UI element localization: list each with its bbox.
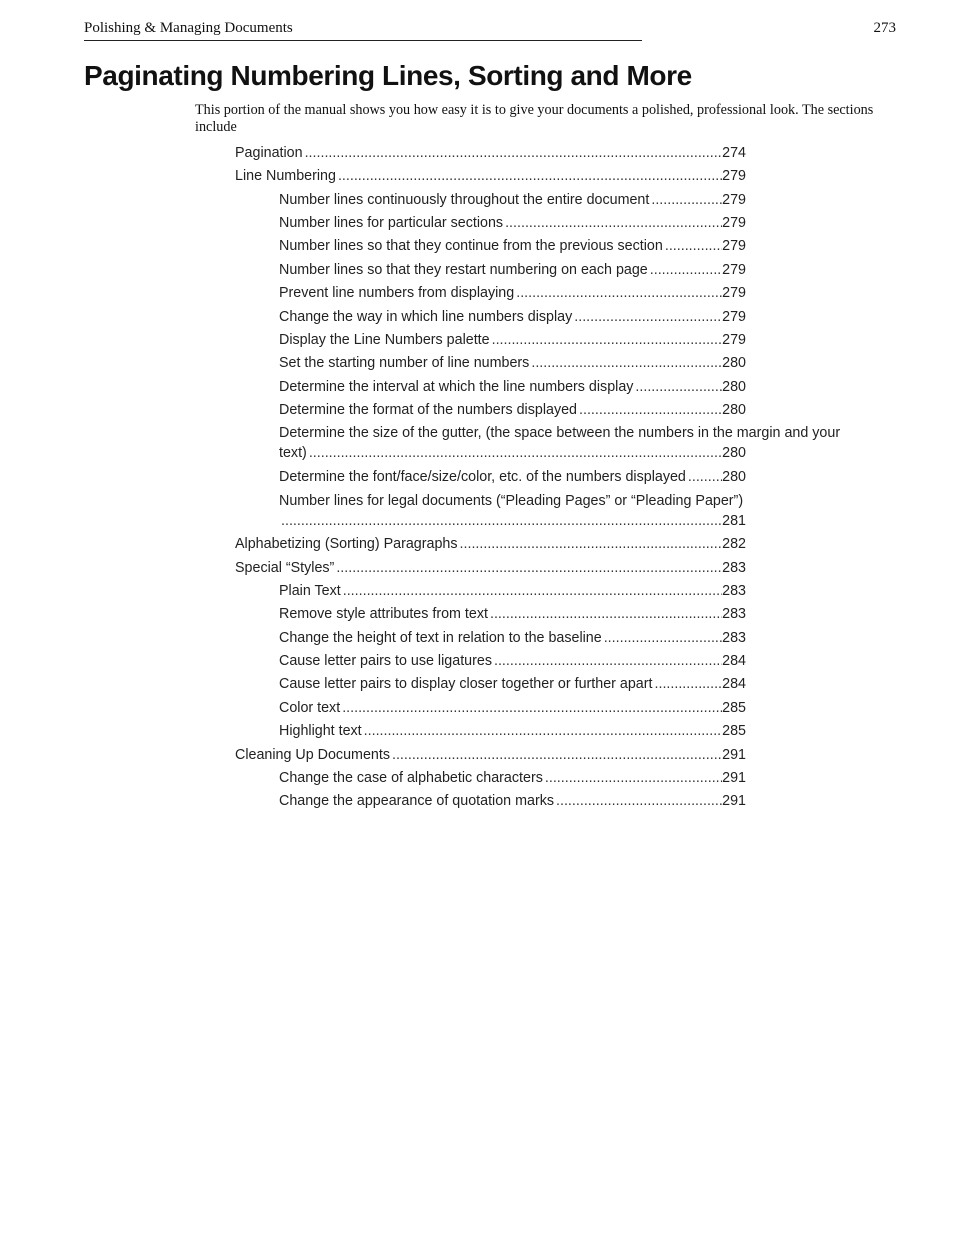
toc-dot-leader — [490, 330, 723, 350]
toc-entry-text: Cause letter pairs to use ligatures — [279, 653, 492, 669]
toc-entry-alphabetizing[interactable] — [235, 534, 746, 554]
toc-entry-text: Cause letter pairs to display closer together or further apart — [279, 676, 653, 692]
toc-entry-page: 280 — [722, 402, 746, 418]
toc-entry-page: 283 — [722, 583, 746, 599]
toc-dot-leader — [514, 283, 722, 303]
toc-dot-leader — [390, 745, 722, 765]
toc-entry-remove-style-attributes[interactable] — [279, 604, 746, 624]
toc-entry-special-styles[interactable] — [235, 558, 746, 578]
toc-dot-leader — [307, 443, 722, 463]
toc-dot-leader — [279, 511, 722, 531]
toc-entry-ligatures[interactable] — [279, 651, 746, 671]
toc-entry-page: 280 — [722, 379, 746, 395]
page-title: Paginating Numbering Lines, Sorting and More — [84, 60, 692, 91]
toc-entry-text-height-baseline[interactable] — [279, 628, 746, 648]
toc-dot-leader — [633, 377, 722, 397]
toc-entry-page: 274 — [722, 145, 746, 161]
toc-entry-text: Alphabetizing (Sorting) Paragraphs — [235, 536, 458, 552]
toc-entry-text: Change the appearance of quotation marks — [279, 793, 555, 809]
toc-entry-text: Determine the font/face/size/color, etc. of the numbers displayed — [279, 469, 686, 485]
toc-dot-leader — [341, 581, 722, 601]
toc-dot-leader — [334, 558, 722, 578]
toc-entry-page: 279 — [722, 192, 746, 208]
toc-entry-text: Number lines so that they continue from the previous section — [279, 238, 663, 254]
toc-entry-page: 285 — [722, 700, 746, 716]
toc-entry-number-lines-continue[interactable] — [279, 236, 746, 256]
toc-entry-page: 281 — [722, 513, 746, 529]
toc-entry-font-face-size-color[interactable] — [279, 467, 746, 487]
toc-entry-text: Color text — [279, 700, 341, 716]
toc-entry-continuation — [279, 511, 746, 531]
toc-dot-leader — [458, 534, 723, 554]
toc-dot-leader — [572, 307, 722, 327]
toc-entry-page: 282 — [722, 536, 746, 552]
toc-entry-line-numbers-palette[interactable] — [279, 330, 746, 350]
toc-dot-leader — [488, 604, 722, 624]
toc-dot-leader — [303, 143, 723, 163]
toc-dot-leader — [529, 353, 722, 373]
toc-dot-leader — [577, 400, 722, 420]
toc-entry-text: Remove style attributes from text — [279, 606, 488, 622]
toc-entry-page: 283 — [722, 560, 746, 576]
toc-entry-page: 279 — [722, 285, 746, 301]
toc-entry-page: 291 — [722, 770, 746, 786]
toc-entry-page: 284 — [722, 676, 746, 692]
toc-entry-page: 279 — [722, 262, 746, 278]
toc-entry-page: 284 — [722, 653, 746, 669]
toc-entry-page: 291 — [722, 793, 746, 809]
toc-entry-text: Line Numbering — [235, 168, 336, 184]
toc-entry-text: Set the starting number of line numbers — [279, 355, 530, 371]
running-header-page-number: 273 — [873, 20, 896, 36]
toc-entry-text: Number lines so that they restart numbering on each page — [279, 262, 648, 278]
intro-paragraph: This portion of the manual shows you how easy it is to give your documents a polished, professional look. The sections include — [195, 102, 874, 135]
toc-dot-leader — [336, 166, 722, 186]
toc-entry-interval[interactable] — [279, 377, 746, 397]
toc-entry-cleaning-up-documents[interactable] — [235, 745, 746, 765]
toc-dot-leader — [543, 768, 722, 788]
toc-entry-text: Number lines for particular sections — [279, 215, 504, 231]
toc-dot-leader — [686, 467, 722, 487]
header-rule — [84, 40, 642, 41]
toc-entry-page: 285 — [722, 723, 746, 739]
toc-entry-text: Determine the size of the gutter, (the space between the numbers in the margin and your — [279, 425, 841, 441]
toc-entry-text: Special “Styles” — [235, 560, 335, 576]
toc-entry-text: Determine the interval at which the line numbers display — [279, 379, 634, 395]
toc-entry-text: Determine the format of the numbers displayed — [279, 402, 578, 418]
toc-entry-plain-text[interactable] — [279, 581, 746, 601]
toc-entry-quotation-marks[interactable] — [279, 791, 746, 811]
toc-dot-leader — [554, 791, 722, 811]
toc-entry-prevent-line-numbers[interactable] — [279, 283, 746, 303]
toc-entry-page: 279 — [722, 332, 746, 348]
toc-dot-leader — [362, 721, 722, 741]
toc-entry-text: Change the case of alphabetic characters — [279, 770, 543, 786]
toc-entry-number-format[interactable] — [279, 400, 746, 420]
toc-entry-legal-documents[interactable] — [279, 491, 746, 531]
toc-entry-color-text[interactable] — [279, 698, 746, 718]
toc-entry-page: 280 — [722, 355, 746, 371]
toc-entry-page: 283 — [722, 630, 746, 646]
toc-entry-change-line-numbers-display[interactable] — [279, 307, 746, 327]
toc-entry-text-continued: text) — [279, 445, 307, 461]
toc-entry-text: Prevent line numbers from displaying — [279, 285, 515, 301]
toc-entry-highlight-text[interactable] — [279, 721, 746, 741]
toc-entry-text: Number lines continuously throughout the entire document — [279, 192, 650, 208]
toc-entry-text: Plain Text — [279, 583, 341, 599]
toc-dot-leader — [492, 651, 722, 671]
toc-entry-page: 279 — [722, 309, 746, 325]
toc-entry-number-lines-sections[interactable] — [279, 213, 746, 233]
toc-entry-text: Cleaning Up Documents — [235, 747, 390, 763]
toc-entry-text: Change the height of text in relation to the baseline — [279, 630, 602, 646]
toc-entry-letter-pair-spacing[interactable] — [279, 674, 746, 694]
toc-entry-page: 283 — [722, 606, 746, 622]
toc-dot-leader — [648, 260, 722, 280]
toc-entry-page: 291 — [722, 747, 746, 763]
toc-entry-line-numbering[interactable] — [235, 166, 746, 186]
toc-entry-number-lines-continuously[interactable] — [279, 190, 746, 210]
toc-dot-leader — [503, 213, 722, 233]
toc-dot-leader — [663, 236, 722, 256]
running-header-section: Polishing & Managing Documents — [84, 20, 293, 36]
toc-entry-starting-number[interactable] — [279, 353, 746, 373]
toc-dot-leader — [340, 698, 722, 718]
toc-entry-text: Change the way in which line numbers display — [279, 309, 573, 325]
toc-dot-leader — [653, 674, 723, 694]
toc-entry-page: 279 — [722, 238, 746, 254]
running-header — [84, 20, 896, 42]
toc-entry-text: Pagination — [235, 145, 303, 161]
toc-dot-leader — [602, 628, 722, 648]
toc-entry-number-lines-restart[interactable] — [279, 260, 746, 280]
toc-dot-leader — [649, 190, 722, 210]
toc-entry-pagination[interactable] — [235, 143, 746, 163]
toc-entry-page: 280 — [722, 469, 746, 485]
toc-entry-text: Number lines for legal documents (“Pleading Pages” or “Pleading Paper”) — [279, 493, 744, 509]
toc-entry-text: Display the Line Numbers palette — [279, 332, 490, 348]
toc-entry-text: Highlight text — [279, 723, 362, 739]
toc-entry-page: 280 — [722, 445, 746, 461]
toc-entry-gutter-size[interactable] — [279, 423, 841, 463]
toc-entry-change-case[interactable] — [279, 768, 746, 788]
toc-entry-continuation — [279, 443, 746, 463]
toc-entry-page: 279 — [722, 168, 746, 184]
toc-entry-page: 279 — [722, 215, 746, 231]
